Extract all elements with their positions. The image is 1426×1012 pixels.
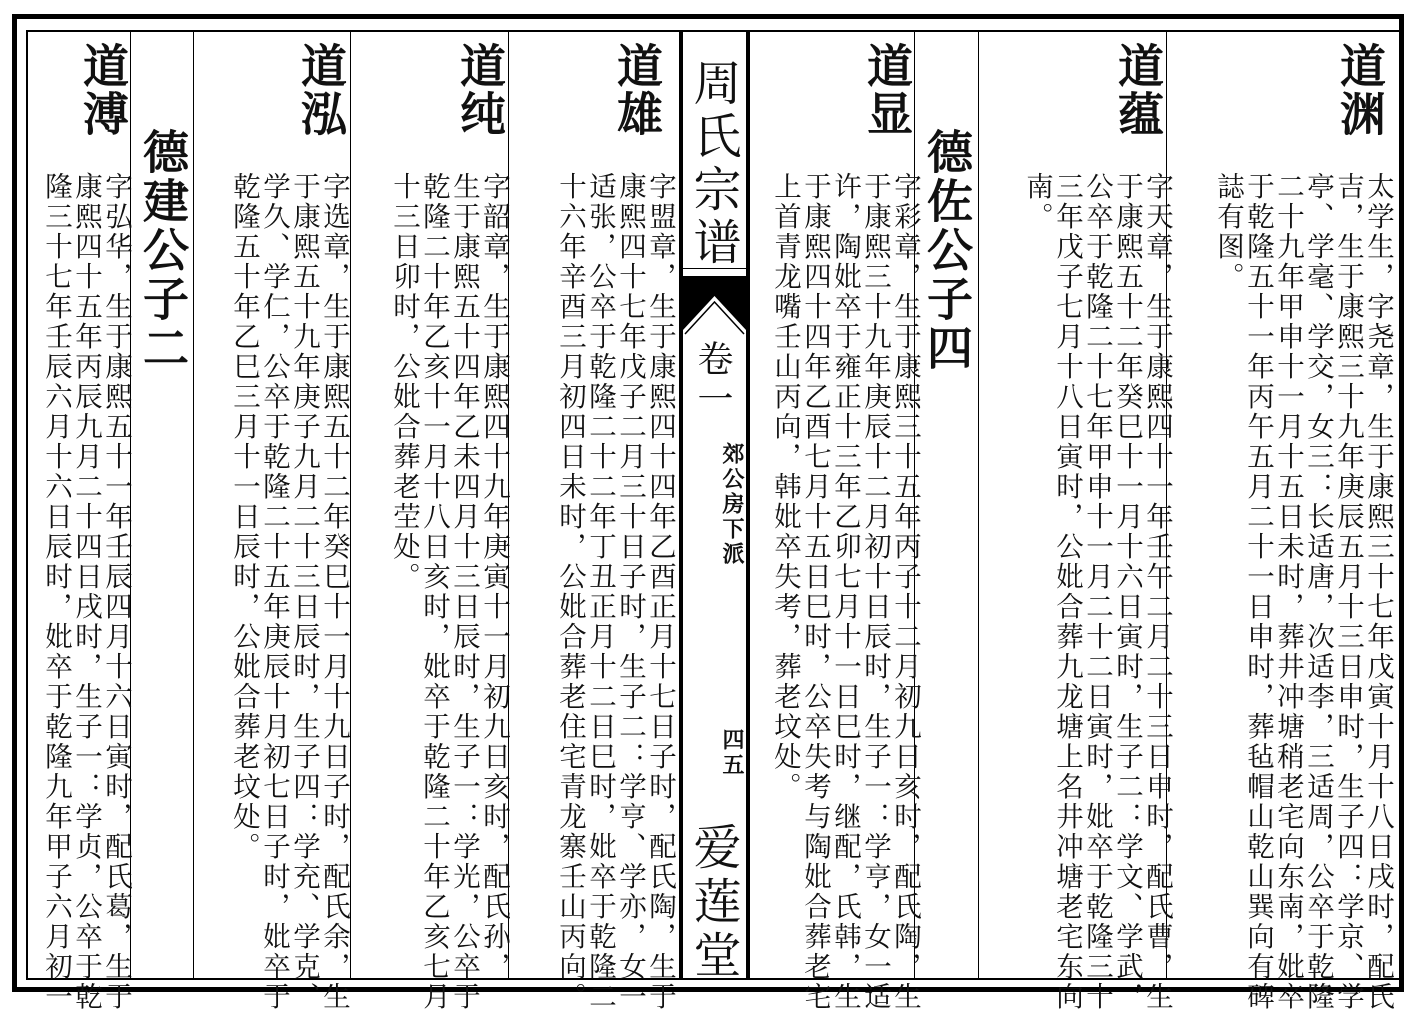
- column-divider: [350, 30, 351, 980]
- column-divider: [193, 30, 194, 980]
- entry-text: 字韶章，生于康熙四十九年庚寅十一月初九日亥时，配氏孙， 生于康熙五十四年乙未四月十三日辰时，生子一：学光，公卒于 乾隆二十年乙亥十一月十八日亥时，妣卒于乾隆二十年乙亥七月 十三日卯时，公妣合葬老茔处。: [388, 172, 510, 1012]
- column-divider: [978, 30, 979, 980]
- person-name: 道显: [860, 42, 914, 138]
- person-name: 道渊: [1333, 42, 1387, 138]
- entry-text: 字选章，生于康熙五十二年癸巳十一月十九日子时，配氏余，生 于康熙五十九年庚子九月二十三日辰时，生子四：学充、学克、 学久、学仁，公卒于乾隆二十五年庚辰十月初七日子时，妣卒于 乾隆五十年乙巳三月十一日辰时，公妣合葬老坟处。: [228, 172, 350, 1012]
- entry-text: 字盟章，生于康熙四十四年乙酉正月十七日子时，配氏陶，生于 康熙四十七年戊子二月三十日子时，生子二：学亨、学亦，女一 适张，公卒于乾隆二十二年丁丑正月十二日巳时，妣卒于乾隆二 十六年辛酉三月初四日未时，公妣合葬老住宅青龙寨壬山丙向。: [554, 172, 676, 1012]
- person-name: 道雄: [610, 42, 664, 138]
- person-name: 道纯: [453, 42, 507, 138]
- branch-label: 郊公房下派: [719, 442, 745, 567]
- hall-name: 爱莲堂: [685, 822, 741, 984]
- center-divider-right: [746, 30, 750, 980]
- person-name: 道蕴: [1111, 42, 1165, 138]
- entry-text: 字弘华，生于康熙五十一年壬辰四月十六日寅时，配氏葛，生于 康熙四十五年丙辰九月二十四日戌时，生子一：学贞，公卒于乾 隆三十七年壬辰六月十六日辰时，妣卒于乾隆九年甲子六月初一: [40, 172, 132, 1012]
- center-divider-left: [679, 30, 683, 980]
- person-name: 道泓: [294, 42, 348, 138]
- entry-text: 字天章，生于康熙四十一年壬午二月二十三日申时，配氏曹，生 于康熙五十二年癸巳十一月十六日寅时，生子二：学文、学武， 公卒于乾隆二十七年甲申十一月二十二日寅时，妣卒于乾隆三十 三年戊子七月十八日寅时，公妣合葬九龙塘上名井冲塘老宅东向 南。: [1021, 172, 1173, 1012]
- book-title: 周氏宗谱: [685, 58, 741, 270]
- page-number: 四五: [719, 728, 745, 778]
- fishtail-ornament-icon: [683, 268, 746, 343]
- entry-text: 字彩章，生于康熙三十五年丙子十二月初九日亥时，配氏陶，生 于康熙三十九年庚辰十二月初十日辰时，生子一：学亨，女一适 许，陶妣卒于雍正十三年乙卯七月十一日巳时，继配，氏韩，生 于康熙四十四年乙酉七月十五日巳时，公卒失考与陶妣合葬老宅 上首青龙嘴壬山丙向，韩妣卒失考，葬老坟处。: [769, 172, 921, 1012]
- section-heading: 德佐公子四: [920, 128, 974, 373]
- entry-text: 太学生，字尧章，生于康熙三十七年戊寅十月十八日戌时，配氏 吉，生于康熙三十九年庚辰五月十三日申时，生子四：学京、学 亭、学毫、学交，女三：长适唐，次适李，三适周，公卒于乾隆 二十九年甲申十一月十五日未时，葬井冲塘稍老宅向东南，妣卒 于乾隆五十一年丙午五月二十一日申时，葬毡帽山乾山巽向有碑 誌有图。: [1212, 172, 1394, 1012]
- section-heading: 德建公子二: [136, 128, 190, 373]
- volume-label: 卷一: [692, 340, 733, 420]
- person-name: 道溥: [76, 42, 130, 138]
